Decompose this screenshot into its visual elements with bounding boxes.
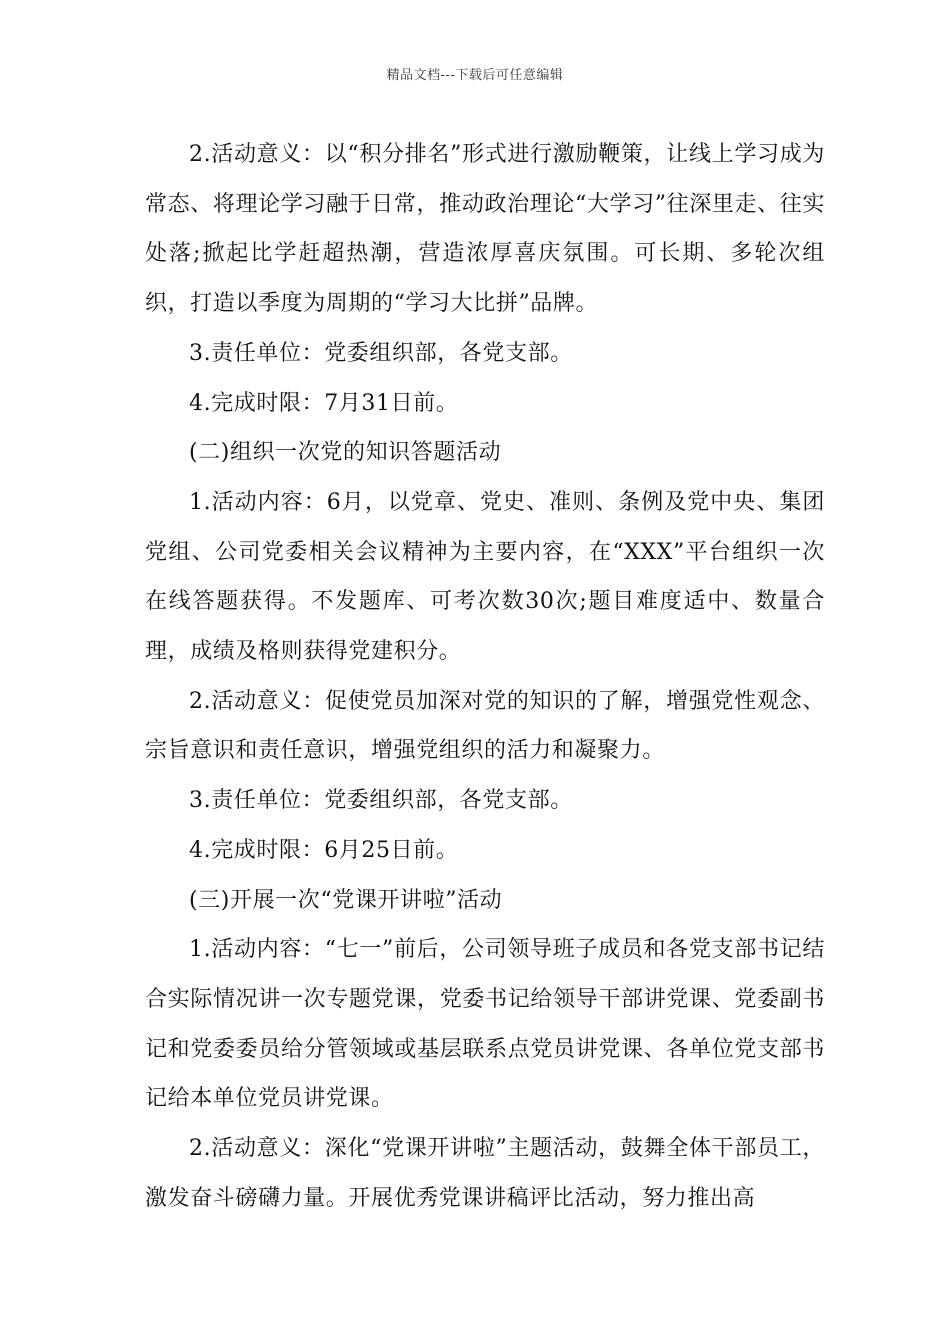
paragraph-activity-significance-3: 2.活动意义：深化“党课开讲啦”主题活动，鼓舞全体干部员工，激发奋斗磅礴力量。开展优秀党课讲稿评比活动，努力推出高: [145, 1136, 825, 1211]
paragraph-activity-content-3: 1.活动内容：“七一”前后，公司领导班子成员和各党支部书记结合实际情况讲一次专题党课，党委书记给领导干部讲党课、党委副书记和党委委员给分管领域或基层联系点党员讲党课、各单位党支部书记给本单位党员讲党课。: [145, 937, 825, 1112]
section-heading-2: (二)组织一次党的知识答题活动: [189, 440, 502, 466]
paragraph-responsible-unit-1: 3.责任单位：党委组织部，各党支部。: [189, 340, 573, 366]
paragraph-activity-content-2: 1.活动内容：6月，以党章、党史、准则、条例及党中央、集团党组、公司党委相关会议精神为主要内容，在“XXX”平台组织一次在线答题获得。不发题库、可考次数30次;题目难度适中、数量合理，成绩及格则获得党建积分。: [145, 489, 825, 665]
document-body: [145, 130, 825, 1223]
page-header: 精品文档---下载后可任意编辑: [386, 68, 564, 83]
paragraph-activity-significance-2: 2.活动意义：促使党员加深对党的知识的了解，增强党性观念、宗旨意识和责任意识，增强党组织的活力和凝聚力。: [145, 688, 825, 764]
paragraph-deadline-2: 4.完成时限：6月25日前。: [189, 837, 459, 863]
paragraph-deadline-1: 4.完成时限：7月31日前。: [189, 390, 459, 416]
section-heading-3: (三)开展一次“党课开讲啦”活动: [189, 887, 503, 913]
paragraph-activity-significance-1: 2.活动意义：以“积分排名”形式进行激励鞭策，让线上学习成为常态、将理论学习融于日常，推动政治理论“大学习”往深里走、往实处落;掀起比学赶超热潮，营造浓厚喜庆氛围。可长期、多轮次组织，打造以季度为周期的“学习大比拼”品牌。: [145, 142, 825, 317]
paragraph-responsible-unit-2: 3.责任单位：党委组织部，各党支部。: [189, 788, 573, 814]
